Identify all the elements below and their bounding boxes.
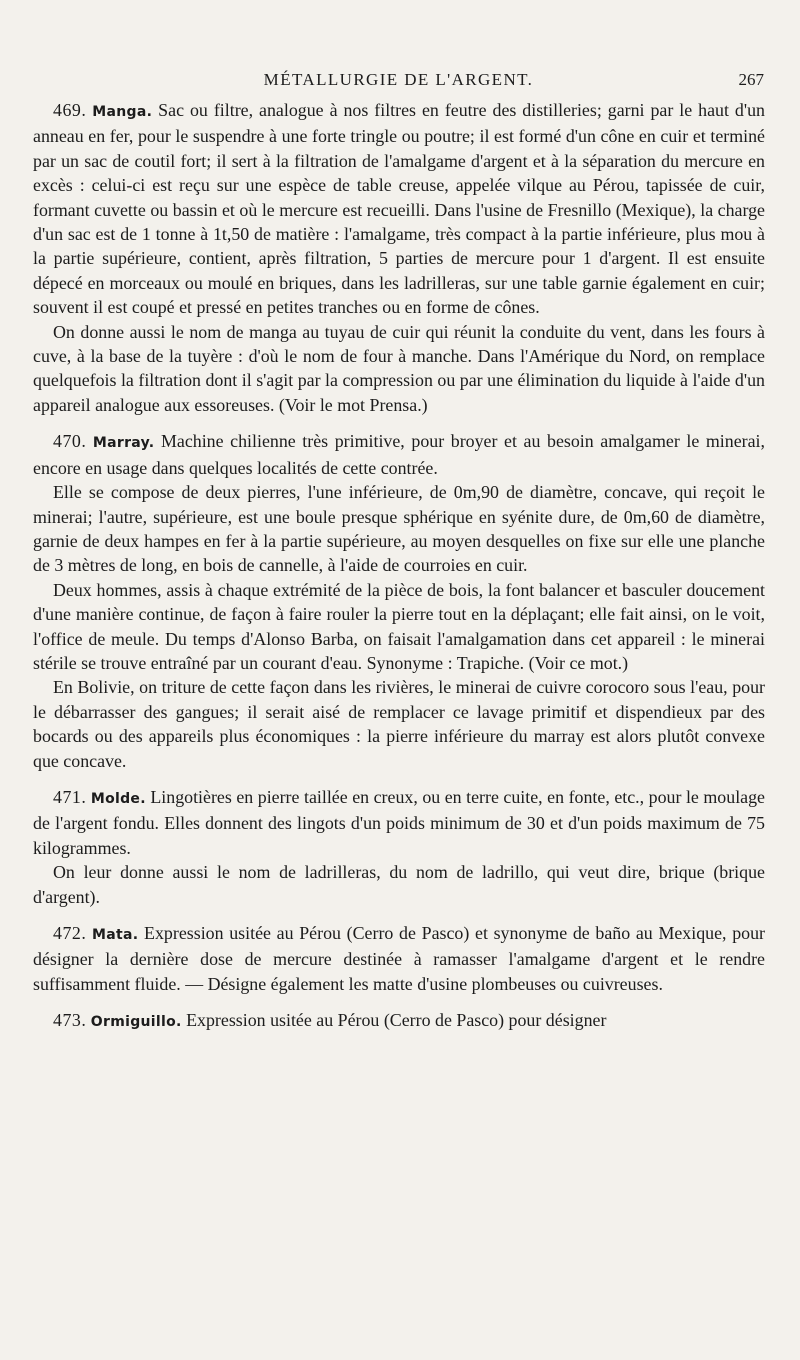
entry-paragraph: [33, 785, 765, 860]
entry-text: Machine chilienne très primitive, pour broyer et au besoin amalgamer le minerai, encore en usage dans quelques localités de cette contrée.: [33, 431, 765, 478]
page-header: [33, 70, 764, 96]
entry-term: Molde.: [90, 790, 146, 807]
entry-paragraph: On leur donne aussi le nom de ladrilleras, du nom de ladrillo, qui veut dire, brique (brique d'argent).: [33, 862, 765, 907]
page-number: 267: [738, 70, 764, 89]
entry-term: Marray.: [92, 435, 155, 452]
entry-term: Ormiguillo.: [90, 1014, 182, 1031]
page-body: [33, 98, 765, 1035]
entry-470: [33, 429, 765, 773]
entry-paragraph: Elle se compose de deux pierres, l'une inférieure, de 0m,90 de diamètre, concave, qui reçoit le minerai; l'autre, supérieure, est une boule presque sphérique en syénite dure, de 0m,60 de diamètre, garnie de deux hampes en fer à la partie supérieure, au moyen desquelles on fixe sur elle une planche de 3 mètres de long, en bois de cannelle, à l'aide de courroies en cuir.: [33, 482, 765, 576]
entry-number: 470.: [53, 431, 87, 452]
entry-paragraph: [33, 921, 765, 996]
entry-471: [33, 785, 765, 909]
entry-paragraph: [33, 1008, 765, 1034]
entry-469: [33, 98, 765, 417]
entry-text: Lingotières en pierre taillée en creux, ou en terre cuite, en fonte, etc., pour le moulage de l'argent fondu. Elles donnent des lingots d'un poids minimum de 30 et d'un poids maximum de 75 kilogrammes.: [33, 786, 765, 858]
entry-number: 473.: [53, 1010, 87, 1031]
entry-paragraph: En Bolivie, on triture de cette façon dans les rivières, le minerai de cuivre corocoro sous l'eau, pour le débarrasser des gangues; il serait aisé de remplacer ce lavage primitif et dispendieux par des bocards ou des appareils plus économiques : la pierre inférieure du marray est alors plutôt convexe que concave.: [33, 677, 765, 771]
entry-text: Expression usitée au Pérou (Cerro de Pasco) et synonyme de baño au Mexique, pour désigner la dernière dose de mercure destinée à ramasser l'amalgame d'argent et le rendre suffisamment fluide. — Désigne également les matte d'usine plombeuses ou cuivreuses.: [33, 923, 765, 994]
entry-number: 469.: [53, 100, 87, 120]
entry-paragraph: On donne aussi le nom de manga au tuyau de cuir qui réunit la conduite du vent, dans les fours à cuve, à la base de la tuyère : d'où le nom de four à manche. Dans l'Amérique du Nord, on remplace quelquefois la filtration dont il s'agit par la compression ou par une élimination du liquide à l'aide d'un appareil analogue aux essoreuses. (Voir le mot Prensa.): [33, 321, 765, 415]
entry-473: [33, 1008, 765, 1034]
running-title: MÉTALLURGIE DE L'ARGENT.: [263, 70, 534, 89]
entry-term: Manga.: [92, 104, 153, 120]
entry-text: Sac ou filtre, analogue à nos filtres en feutre des distilleries; garni par le haut d'un anneau en fer, pour le suspendre à une forte tringle ou poutre; il est formé d'un cône en cuir et terminé par un sac de coutil fort; il sert à la filtration de l'amalgame d'argent et à la séparation du mercure en excès : celui-ci est reçu sur une espèce de table creuse, appelée vilque au Pérou, tapissée de cuir, formant cuvette ou bassin et où le mercure est recueilli. Dans l'usine de Fresnillo (Mexique), la charge d'un sac est de 1 tonne à 1t,50 de matière : l'amalgame, très compact à la partie inférieure, plus mou à la partie supérieure, contient, après filtration, 5 parties de mercure pour 1 d'argent. Il est ensuite dépecé en morceaux ou moulé en briques, dans les ladrilleras, sur une table garnie également en cuir; souvent il est coupé et pressé en petites tranches ou en forme de cônes.: [33, 100, 765, 318]
entry-paragraph: Deux hommes, assis à chaque extrémité de la pièce de bois, la font balancer et basculer doucement d'une manière continue, de façon à faire rouler la pierre tout en la déplaçant; elle fait ainsi, on le voit, l'office de meule. Du temps d'Alonso Barba, on faisait l'amalgamation dans cet appareil : le minerai stérile se trouve entraîné par un courant d'eau. Synonyme : Trapiche. (Voir ce mot.): [33, 579, 765, 673]
entry-472: [33, 921, 765, 996]
entry-paragraph: [33, 429, 765, 480]
entry-number: 471.: [53, 786, 87, 807]
entry-text: Expression usitée au Pérou (Cerro de Pasco) pour désigner: [181, 1010, 607, 1031]
entry-paragraph: [33, 98, 765, 320]
entry-term: Mata.: [92, 927, 139, 943]
entry-number: 472.: [53, 923, 87, 943]
